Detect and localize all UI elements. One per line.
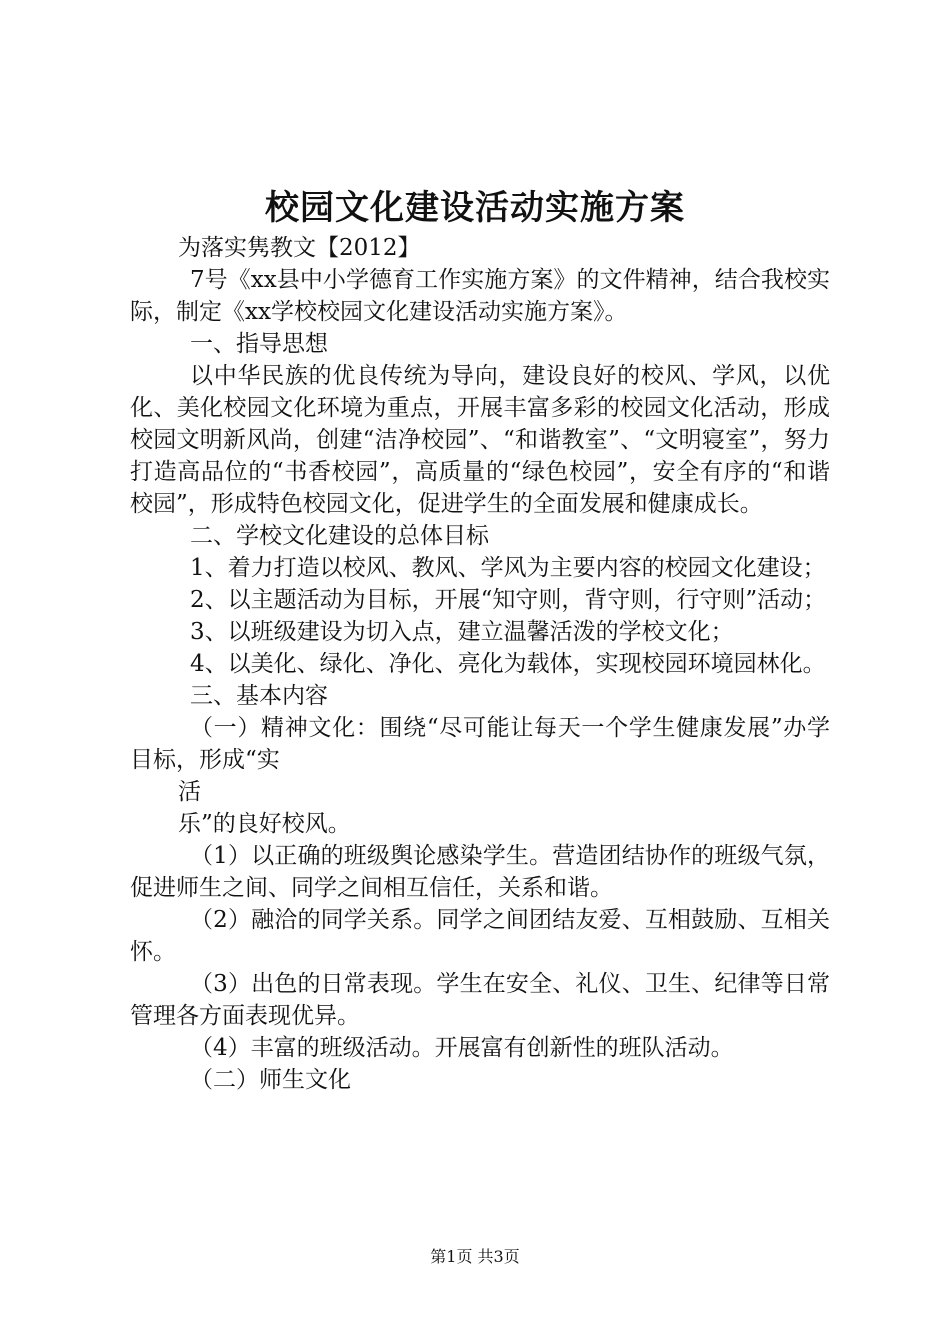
page-number: 第1页 共3页 (430, 1247, 520, 1266)
heading-overall-goals: 二、学校文化建设的总体目标 (190, 523, 489, 549)
sub-item-3: （3）出色的日常表现。学生在安全、礼仪、卫生、纪律等日常管理各方面表现优异。 (130, 971, 830, 1029)
document-title: 校园文化建设活动实施方案 (265, 188, 685, 228)
goal-item-2: 2、以主题活动为目标，开展“知守则，背守则，行守则”活动； (190, 587, 827, 613)
heading-basic-content: 三、基本内容 (190, 683, 328, 709)
goal-item-3: 3、以班级建设为切入点，建立温馨活泼的学校文化； (190, 619, 734, 645)
sub-item-1: （1）以正确的班级舆论感染学生。营造团结协作的班级气氛，促进师生之间、同学之间相互信任，关系和谐。 (130, 843, 830, 901)
goal-item-1: 1、着力打造以校风、教风、学风为主要内容的校园文化建设； (190, 555, 826, 581)
paragraph-spiritual-culture: （一）精神文化：围绕“尽可能让每天一个学生健康发展”办学目标，形成“实 (130, 715, 830, 773)
document-body (130, 232, 830, 1096)
paragraph-fragment-end: 乐”的良好校风。 (178, 811, 351, 837)
paragraph-intro: 为落实隽教文【2012】 (178, 235, 421, 261)
paragraph-intro-continued: 7号《xx县中小学德育工作实施方案》的文件精神，结合我校实际，制定《xx学校校园文化建设活动实施方案》。 (130, 267, 830, 325)
paragraph-fragment: 活 (178, 779, 201, 805)
sub-item-4: （4）丰富的班级活动。开展富有创新性的班队活动。 (190, 1035, 734, 1061)
heading-guiding-thought: 一、指导思想 (190, 331, 328, 357)
heading-teacher-student-culture: （二）师生文化 (190, 1067, 351, 1093)
paragraph-guiding-thought: 以中华民族的优良传统为导向，建设良好的校风、学风，以优化、美化校园文化环境为重点，开展丰富多彩的校园文化活动，形成校园文明新风尚，创建“洁净校园”、“和谐教室”、“文明寝室”，努力打造高品位的“书香校园”，高质量的“绿色校园”，安全有序的“和谐校园”，形成特色校园文化，促进学生的全面发展和健康成长。 (130, 363, 830, 517)
sub-item-2: （2）融洽的同学关系。同学之间团结友爱、互相鼓励、互相关怀。 (130, 907, 830, 965)
goal-item-4: 4、以美化、绿化、净化、亮化为载体，实现校园环境园林化。 (190, 651, 826, 677)
